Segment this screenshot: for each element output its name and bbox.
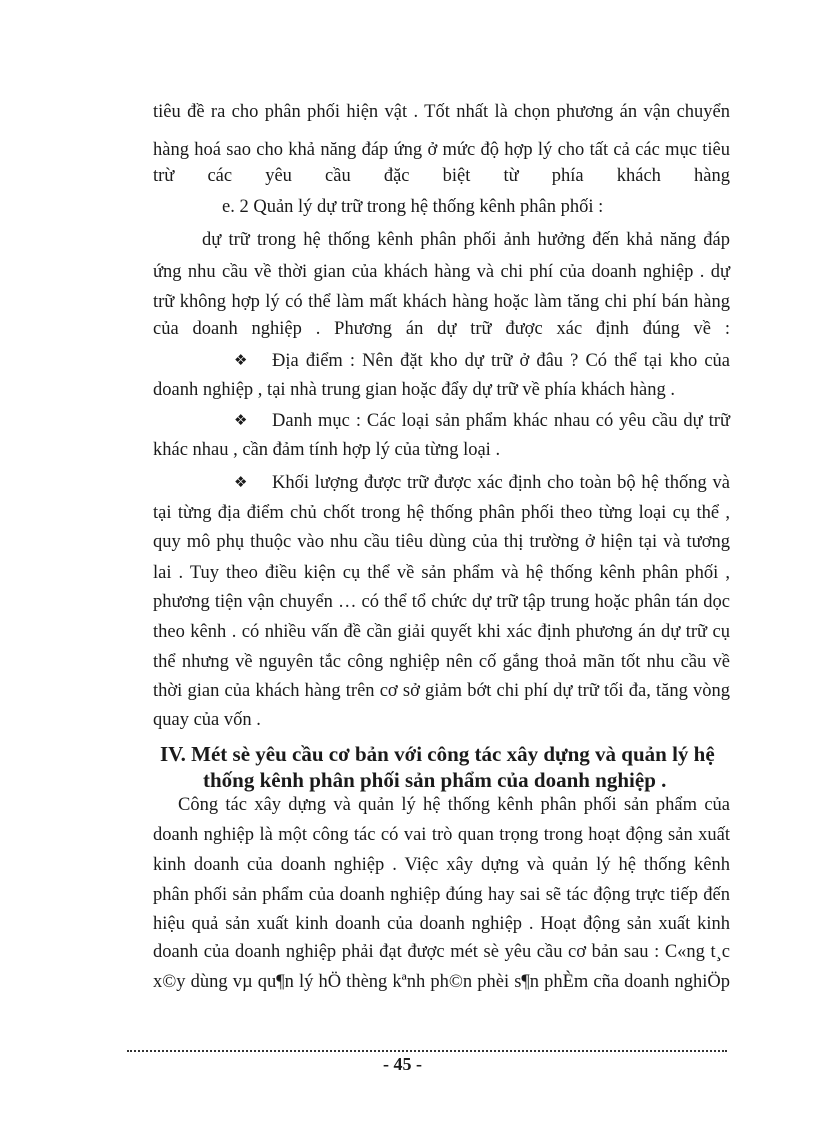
section-heading: thống kênh phân phối sản phẩm của doanh nghiệp . (203, 768, 667, 792)
bullet-text-line: phương tiện vận chuyển … có thể tổ chức dự trữ tập trung hoặc phân tán dọc (153, 592, 730, 612)
bullet-text-line: lai . Tuy theo điều kiện cụ thể về sản phẩm và hệ thống kênh phân phối , (153, 563, 730, 583)
subsection-heading: e. 2 Quản lý dự trữ trong hệ thống kênh phân phối : (222, 197, 604, 217)
body-text-line: kinh doanh của doanh nghiệp . Việc xây dựng và quản lý hệ thống kênh (153, 855, 730, 875)
body-text-line: phân phối sản phẩm của doanh nghiệp đúng hay sai sẽ tác động trực tiếp đến (153, 885, 730, 905)
footer-divider (127, 1050, 727, 1052)
bullet-text-line: theo kênh . có nhiều vấn đề cần giải quyết khi xác định phương án dự trữ cụ (153, 622, 730, 642)
page-number: - 45 - (383, 1054, 422, 1074)
diamond-bullet-icon: ❖ (234, 411, 248, 429)
body-text-line: trữ không hợp lý có thể làm mất khách hàng hoặc làm tăng chi phí bán hàng (153, 292, 730, 312)
body-text-line: dự trữ trong hệ thống kênh phân phối ảnh hưởng đến khả năng đáp (202, 230, 730, 250)
body-text-line: Công tác xây dựng và quản lý hệ thống kênh phân phối sản phẩm của (178, 795, 730, 815)
bullet-text-line: quay của vốn . (153, 710, 261, 730)
bullet-text-line: Danh mục : Các loại sản phẩm khác nhau có yêu cầu dự trữ (272, 411, 730, 431)
body-text-line: doanh của doanh nghiệp phải đạt được mét sè yêu cầu cơ bản sau : C«ng t¸c (153, 942, 730, 962)
diamond-bullet-icon: ❖ (234, 473, 248, 491)
bullet-text-line: khác nhau , cần đảm tính hợp lý của từng loại . (153, 440, 501, 460)
bullet-text-line: tại từng địa điểm chủ chốt trong hệ thống phân phối theo từng loại cụ thể , (153, 503, 730, 523)
body-text-line: x©y dùng vµ qu¶n lý hÖ thèng kªnh ph©n phèi s¶n phÈm cña doanh nghiÖp (153, 972, 730, 992)
bullet-text-line: thời gian của khách hàng trên cơ sở giảm bớt chi phí dự trữ tối đa, tăng vòng (153, 681, 730, 701)
bullet-text-line: thể nhưng về nguyên tắc công nghiệp nên cố gắng thoả mãn tốt nhu cầu về (153, 652, 730, 672)
body-text-line: doanh nghiệp là một công tác có vai trò quan trọng trong hoạt động sản xuất (153, 825, 730, 845)
body-text-line: của doanh nghiệp . Phương án dự trữ được xác định đúng về : (153, 319, 730, 339)
body-text-line: hàng hoá sao cho khả năng đáp ứng ở mức độ hợp lý cho tất cả các mục tiêu (153, 140, 730, 160)
bullet-text-line: doanh nghiệp , tại nhà trung gian hoặc đẩy dự trữ về phía khách hàng . (153, 380, 675, 400)
body-text-line: hiệu quả sản xuất kinh doanh của doanh nghiệp . Hoạt động sản xuất kinh (153, 914, 730, 934)
bullet-text-line: Địa điểm : Nên đặt kho dự trữ ở đâu ? Có thể tại kho của (272, 351, 730, 371)
bullet-text-line: quy mô phụ thuộc vào nhu cầu tiêu dùng của thị trường ở hiện tại và tương (153, 532, 730, 552)
body-text-line: tiêu đề ra cho phân phối hiện vật . Tốt nhất là chọn phương án vận chuyển (153, 102, 730, 122)
section-heading: IV. Mét sè yêu cầu cơ bản với công tác xây dựng và quản lý hệ (160, 742, 715, 766)
body-text-line: trừ các yêu cầu đặc biệt từ phía khách hàng (153, 166, 730, 186)
body-text-line: ứng nhu cầu về thời gian của khách hàng và chi phí của doanh nghiệp . dự (153, 262, 730, 282)
diamond-bullet-icon: ❖ (234, 351, 248, 369)
bullet-text-line: Khối lượng được trữ được xác định cho toàn bộ hệ thống và (272, 473, 730, 493)
